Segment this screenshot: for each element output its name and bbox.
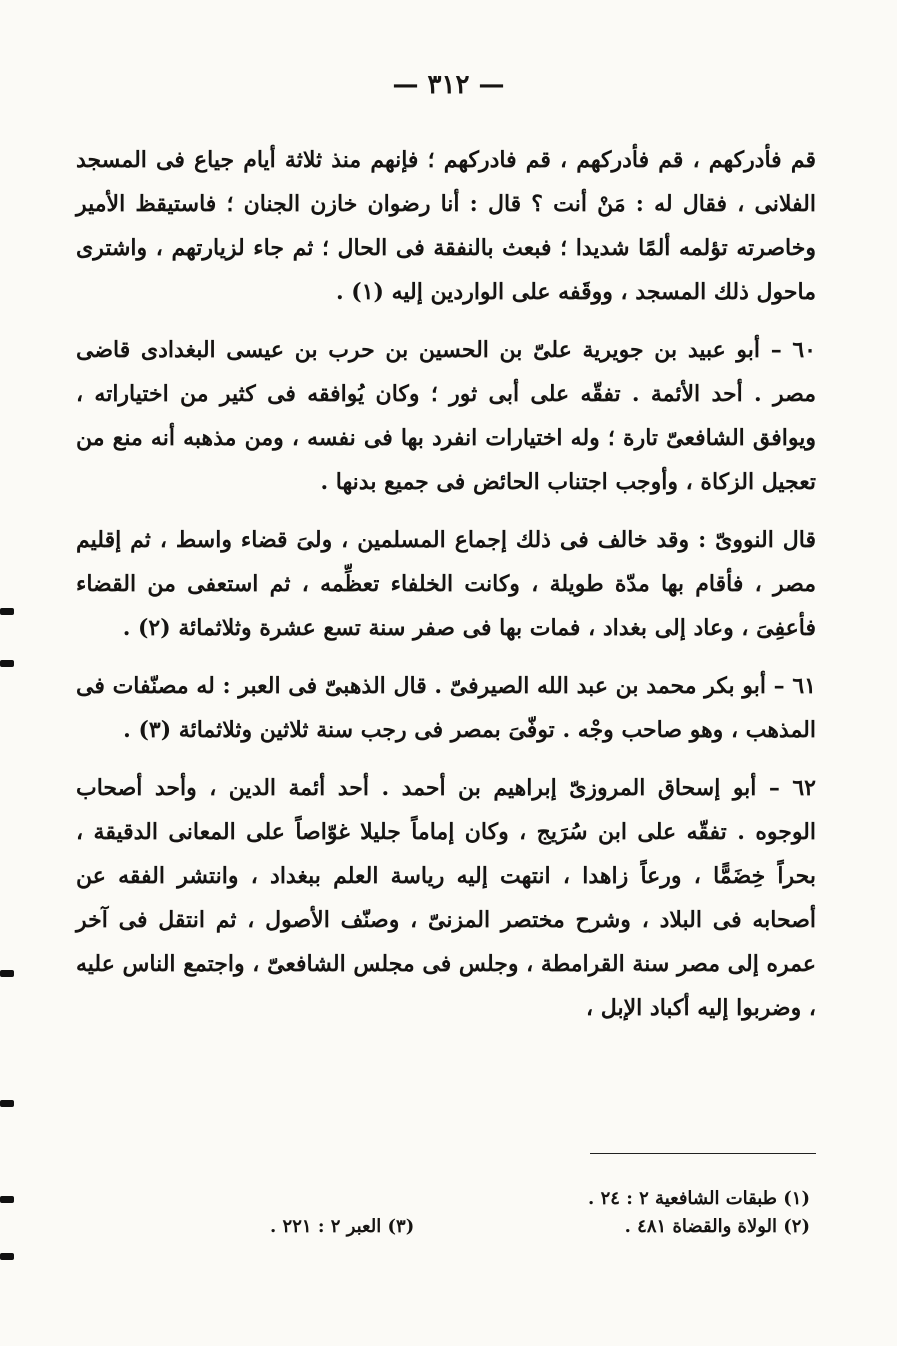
scan-edge-mark bbox=[0, 1196, 14, 1203]
footnote-3: (٣) العبر ٢ : ٢٢١ . bbox=[270, 1216, 415, 1237]
paragraph-nawawi-quote: قال النووىّ : وقد خالف فى ذلك إجماع المسلمين ، ولىَ قضاء واسط ، ثم إقليم مصر ، فأقام بها مدّة طويلة ، وكانت الخلفاء تعظِّمه ، ثم استعفى من القضاء فأعفِىَ ، وعاد إلى بغداد ، فمات بها فى صفر سنة تسع عشرة وثلاثمائة (٢) . bbox=[76, 527, 816, 641]
main-text bbox=[76, 138, 816, 1030]
scan-edge-mark bbox=[0, 1253, 14, 1260]
page-number: — ٣١٢ — bbox=[392, 70, 505, 100]
paragraph-entry-61: ٦١ – أبو بكر محمد بن عبد الله الصيرفىّ . قال الذهبىّ فى العبر : له مصنّفات فى المذهب ، وهو صاحب وجْه . توفّىَ بمصر فى رجب سنة ثلاثين وثلاثمائة (٣) . bbox=[76, 673, 816, 743]
scan-edge-mark bbox=[0, 1100, 14, 1107]
footnote-row bbox=[270, 1213, 810, 1241]
paragraph-entry-62: ٦٢ – أبو إسحاق المروزىّ إبراهيم بن أحمد . أحد أئمة الدين ، وأحد أصحاب الوجوه . تفقّه على ابن سُرَيج ، وكان إماماً جليلا غوّاصاً على المعانى الدقيقة ، بحراً خِضَمًّا ، ورعاً زاهدا ، انتهت إليه رياسة العلم ببغداد ، وانتشر الفقه عن أصحابه فى البلاد ، وشرح مختصر المزنىّ ، وصنّف الأصول ، ثم انتقل فى آخر عمره إلى مصر سنة القرامطة ، وجلس فى مجلس الشافعىّ ، واجتمع الناس عليه ، وضربوا إليه أكباد الإبل ، bbox=[76, 775, 816, 1021]
paragraph-story-end: قم فأدركهم ، قم فأدركهم ، قم فادركهم ؛ فإنهم منذ ثلاثة أيام جياع فى المسجد الفلانى ، فقال له : مَنْ أنت ؟ قال : أنا رضوان خازن الجنان ؛ فاستيقظ الأمير وخاصرته تؤلمه ألمًا شديدا ؛ فبعث بالنفقة فى الحال ؛ ثم جاء لزيارتهم ، واشترى ماحول ذلك المسجد ، ووقَفه على الواردين إليه (١) . bbox=[76, 147, 816, 305]
paragraph-entry-60: ٦٠ – أبو عبيد بن جويرية علىّ بن الحسين بن حرب بن عيسى البغدادى قاضى مصر . أحد الأئمة . تفقّه على أبى ثور ؛ وكان يُوافقه فى كثير من اختياراته ، ويوافق الشافعىّ تارة ؛ وله اختيارات انفرد بها فى نفسه ، ومن مذهبه أنه منع من تعجيل الزكاة ، وأوجب اجتناب الحائض فى جميع بدنها . bbox=[76, 337, 816, 495]
footnote-2: (٢) الولاة والقضاة ٤٨١ . bbox=[624, 1216, 810, 1237]
footnotes bbox=[270, 1185, 810, 1241]
footnote-divider bbox=[590, 1153, 816, 1154]
scan-edge-mark bbox=[0, 608, 14, 615]
scan-edge-mark bbox=[0, 660, 14, 667]
footnote-1: (١) طبقات الشافعية ٢ : ٢٤ . bbox=[588, 1188, 810, 1209]
scan-edge-mark bbox=[0, 970, 14, 977]
footnote-row bbox=[270, 1185, 810, 1213]
